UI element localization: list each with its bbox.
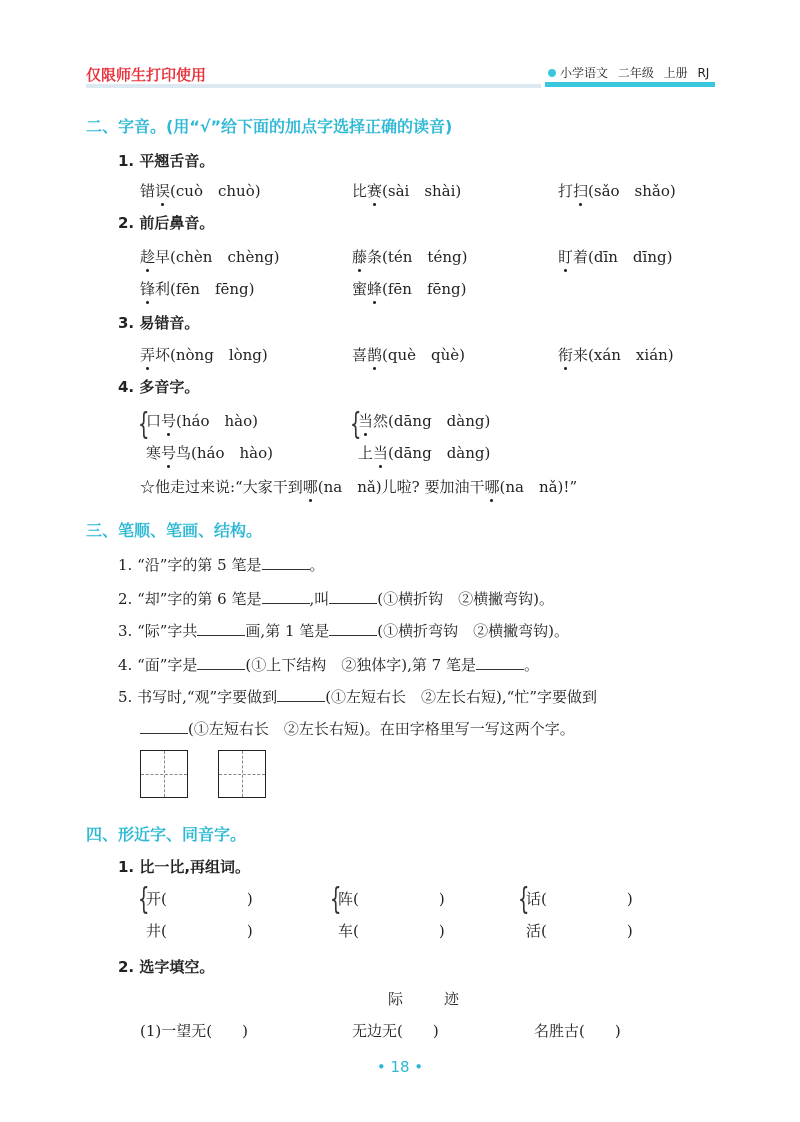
header-bullet-icon xyxy=(548,69,556,77)
brace: { xyxy=(138,407,150,442)
answer-blank[interactable] xyxy=(476,655,524,670)
q-nasal: 2. 前后鼻音。 xyxy=(118,214,215,232)
answer-blank[interactable] xyxy=(329,589,377,604)
answer-blank[interactable] xyxy=(329,621,377,636)
tianzige-grid[interactable] xyxy=(218,750,266,798)
section-3-title: 三、笔顺、笔画、结构。 xyxy=(86,521,263,540)
brace: { xyxy=(138,882,150,917)
header-course-info: 小学语文 二年级 上册 RJ xyxy=(560,66,710,80)
stroke-question-4: 4. “面”字是 (①上下结构 ②独体字),第 7 笔是 。 xyxy=(118,656,539,674)
pinyin-item: 盯着(dīn dīng) xyxy=(558,248,673,266)
answer-blank[interactable] xyxy=(140,719,188,734)
word-pair-item: 车( ) xyxy=(338,922,445,940)
pinyin-item: 衔来(xán xián) xyxy=(558,346,674,364)
q-compare: 1. 比一比,再组词。 xyxy=(118,858,251,876)
word-pair-item: 话( ) xyxy=(526,890,633,908)
pinyin-item: 蜜蜂(fēn fēng) xyxy=(352,280,467,298)
q-polyphone: 4. 多音字。 xyxy=(118,378,200,396)
choice-char: 际 xyxy=(388,990,404,1008)
stroke-question-5-cont: (①左短右长 ②左长右短)。在田字格里写一写这两个字。 xyxy=(140,718,575,739)
stroke-question-2: 2. “却”字的第 6 笔是 ,叫 (①横折钩 ②横撇弯钩)。 xyxy=(118,590,554,608)
word-pair-item: 活( ) xyxy=(526,922,633,940)
header-divider-left xyxy=(86,84,541,88)
section-4-title: 四、形近字、同音字。 xyxy=(86,825,247,844)
fill-item: (1)一望无( ) xyxy=(140,1022,248,1040)
stroke-question-3: 3. “际”字共 画,第 1 笔是 (①横折弯钩 ②横撇弯钩)。 xyxy=(118,622,569,640)
tianzige-grid[interactable] xyxy=(140,750,188,798)
pinyin-item: 藤条(tén téng) xyxy=(352,248,468,266)
q-fill-choice: 2. 选字填空。 xyxy=(118,958,215,976)
pinyin-item: 打扫(sǎo shǎo) xyxy=(558,182,676,200)
pinyin-item: 趁早(chèn chèng) xyxy=(140,248,280,266)
stroke-question-5: 5. 书写时,“观”字要做到 (①左短右长 ②左长右短),“忙”字要做到 xyxy=(118,688,597,706)
page-number: • 18 • xyxy=(376,1058,424,1076)
fill-item: 无边无( ) xyxy=(352,1022,439,1040)
word-pair-item: 开( ) xyxy=(146,890,253,908)
pinyin-item: 口号(háo hào) xyxy=(146,412,259,430)
answer-blank[interactable] xyxy=(277,687,325,702)
answer-blank[interactable] xyxy=(262,555,310,570)
choice-char: 迹 xyxy=(444,990,460,1008)
pinyin-item: 喜鹊(què qùè) xyxy=(352,346,466,364)
word-pair-item: 阵( ) xyxy=(338,890,445,908)
print-notice: 仅限师生打印使用 xyxy=(86,66,207,84)
pinyin-item: 锋利(fēn fēng) xyxy=(140,280,255,298)
header-divider-right xyxy=(545,82,715,87)
pinyin-item: 弄坏(nòng lòng) xyxy=(140,346,268,364)
fill-item: 名胜古( ) xyxy=(534,1022,621,1040)
brace: { xyxy=(350,407,362,442)
q-flat-retroflex: 1. 平翘舌音。 xyxy=(118,152,215,170)
stroke-question-1: 1. “沿”字的第 5 笔是 。 xyxy=(118,556,325,574)
brace: { xyxy=(330,882,342,917)
pinyin-item: 上当(dāng dàng) xyxy=(358,444,491,462)
answer-blank[interactable] xyxy=(197,655,245,670)
word-pair-item: 井( ) xyxy=(146,922,253,940)
pinyin-item: 寒号鸟(háo hào) xyxy=(146,444,274,462)
section-2-title: 二、字音。(用“√”给下面的加点字选择正确的读音) xyxy=(86,117,453,136)
brace: { xyxy=(518,882,530,917)
q-error-prone: 3. 易错音。 xyxy=(118,314,200,332)
answer-blank[interactable] xyxy=(262,589,310,604)
pinyin-item: 比赛(sài shài) xyxy=(352,182,462,200)
polyphone-sentence: ☆他走过来说:“大家干到哪(na nǎ)儿啦? 要加油干哪(na nǎ)!” xyxy=(140,478,578,496)
answer-blank[interactable] xyxy=(197,621,245,636)
pinyin-item: 当然(dāng dàng) xyxy=(358,412,491,430)
pinyin-item: 错误(cuò chuò) xyxy=(140,182,261,200)
